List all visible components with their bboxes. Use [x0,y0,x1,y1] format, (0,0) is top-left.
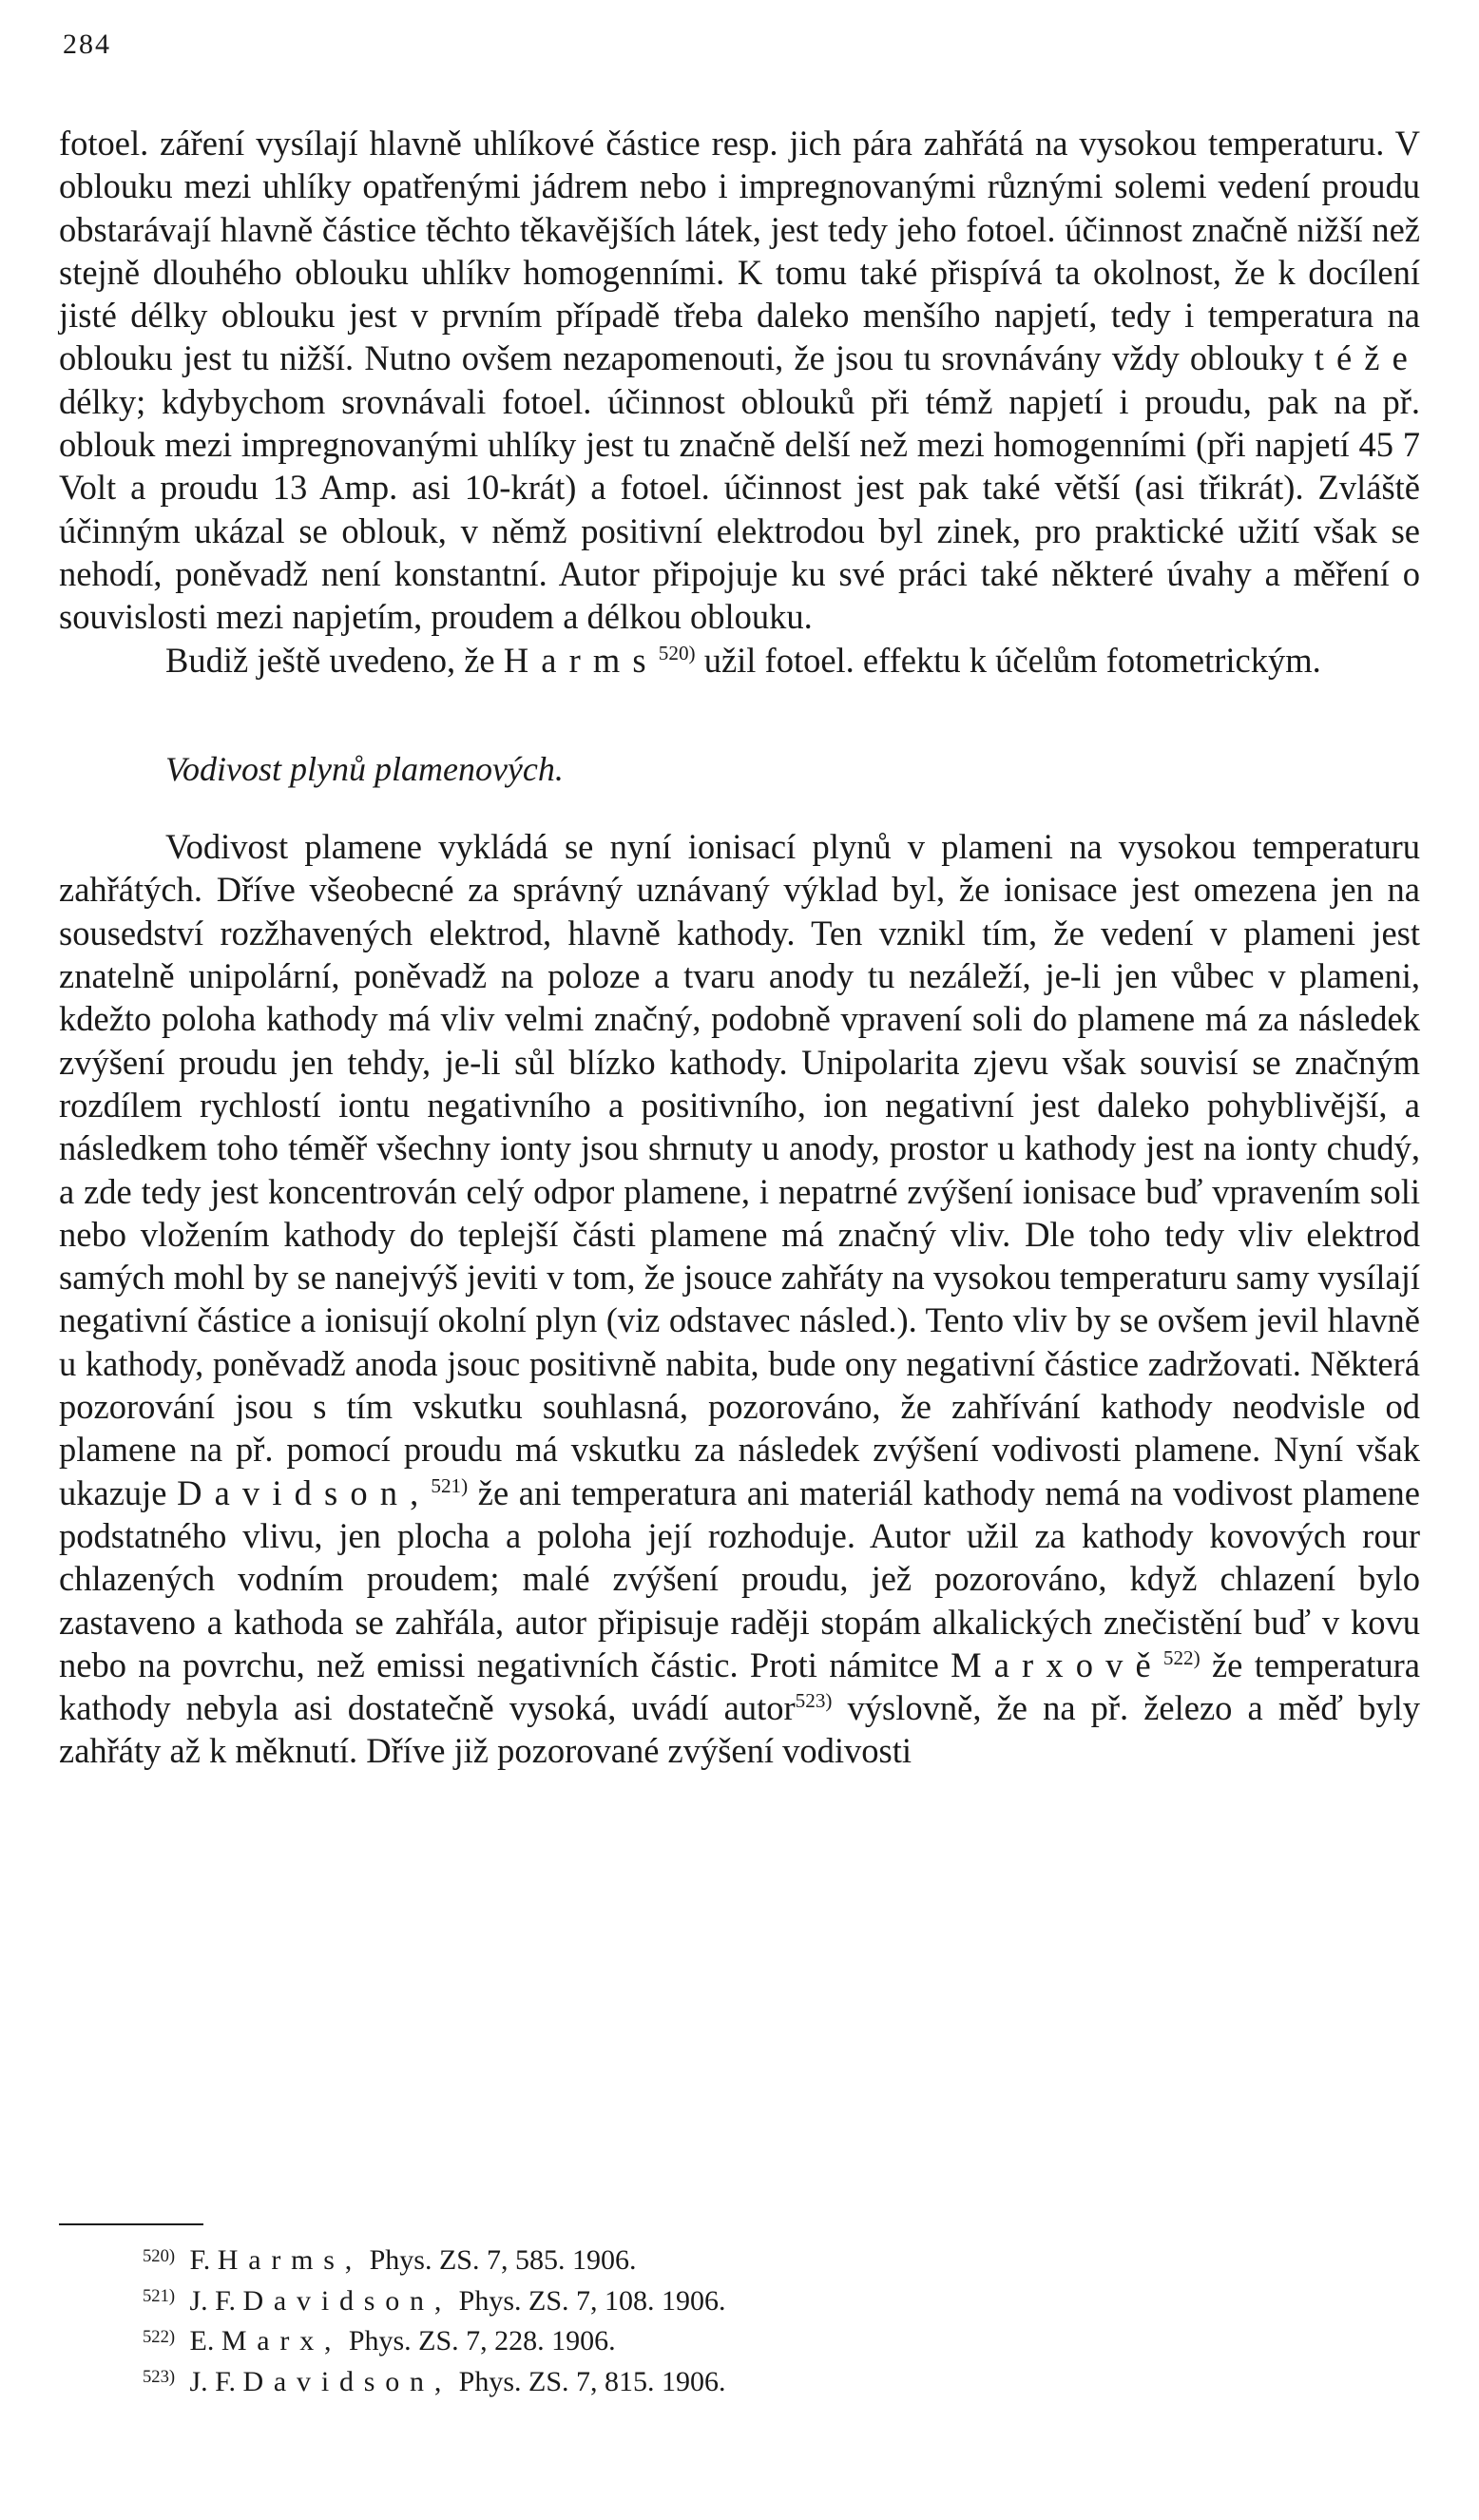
footnote-citation: Phys. ZS. 7, 585. 1906. [369,2244,637,2276]
text-run: užil fotoel. effektu k účelům fotometrickým. [695,640,1321,680]
footnote-reference: 521) [431,1473,469,1497]
footnote-item: 522) E. Marx, Phys. ZS. 7, 228. 1906. [143,2325,616,2356]
footnote-reference: 522) [1162,1645,1200,1669]
text-run: výslovně, že na př. železo a měď byly zahřáty až k měknutí. Dříve již pozorované zvýšení vodivosti [59,1688,1420,1771]
author-name: Davidson, [177,1472,432,1512]
footnote-reference: 523) [795,1688,833,1712]
footnote-initials: F. [189,2244,211,2276]
section-heading: Vodivost plynů plamenových. [165,749,564,788]
footnote-item: 523) J. F. Davidson, Phys. ZS. 7, 815. 1906. [143,2365,726,2397]
text-run: že temperatura kathody nebyla asi dostatečně vysoká, uvádí autor [59,1645,1421,1728]
footnote-initials: J. F. [189,2284,236,2317]
footnote-initials: E. [189,2325,215,2356]
emphasized-word: téže [1314,338,1420,378]
page-number: 284 [63,29,111,60]
footnote-citation: Phys. ZS. 7, 228. 1906. [348,2325,616,2356]
footnotes [143,2241,726,2402]
footnote-item: 520) F. Harms, Phys. ZS. 7, 585. 1906. [143,2244,637,2276]
footnote-reference: 520) [658,641,696,664]
footnote-citation: Phys. ZS. 7, 815. 1906. [458,2365,726,2397]
text-run: že ani temperatura ani materiál kathody nemá na vodivost plamene podstatného vlivu, jen plocha a poloha její rozhoduje. Autor užil za kathody kovových rour chlazených vodním proudem; malé zvýšení proudu, jež pozorováno, když chlazení bylo zastaveno a kathoda se zahřála, autor připisuje raději stopám alkalických znečistění buď v kovu nebo na povrchu, než emissi negativních částic. Proti námitce [59,1472,1420,1684]
paragraph-flame-conductivity [59,825,1420,1773]
paragraph-photoelectric-arc [59,122,1420,639]
footnote-author: Davidson, [242,2365,452,2397]
text-run: délky; kdybychom srovnávali fotoel. účinnost oblouků při témž napjetí i proudu, pak na př. oblouk mezi impregnovanými uhlíky jest tu značně delší než mezi homogenními (při napjetí 45 7 Volt a proudu 13 Amp. asi 10-krát) a fotoel. účinnost jest pak také větší (asi třikrát). Zvláště účinným ukázal se oblouk, v němž positivní elektrodou byl zinek, pro praktické užití však se nehodí, poněvadž není konstantní. Autor připojuje ku své práci také některé úvahy a měření o souvislosti mezi napjetím, proudem a délkou oblouku. [59,381,1420,637]
footnote-author: Harms, [217,2244,363,2276]
footnote-item: 521) J. F. Davidson, Phys. ZS. 7, 108. 1906. [143,2284,726,2317]
paragraph-harms-note [59,639,1420,682]
author-name: Harms [503,640,659,680]
text-run: Vodivost plamene vykládá se nyní ionisací plynů v plameni na vysokou temperaturu zahřátých. Dříve všeobecné za správný uznávaný výklad byl, že ionisace jest omezena jen na sousedství rozžhavených elektrod, hlavně kathody. Ten vznikl tím, že vedení v plameni jest znatelně unipolární, poněvadž na poloze a tvaru anody tu nezáleží, je-li jen vůbec v plameni, kdežto poloha kathody má vliv velmi značný, podobně vpravení soli do plamene má za následek zvýšení proudu jen tehdy, je-li sůl blízko kathody. Unipolarita zjevu však souvisí se značným rozdílem rychlostí iontu negativního a positivního, ion negativní jest daleko pohyblivější, a následkem toho téměř všechny ionty jsou shrnuty u anody, prostor u kathody jest na ionty chudý, a zde tedy jest koncentrován celý odpor plamene, i nepatrné zvýšení ionisace buď vpravením soli nebo vložením kathody do teplejší části plamene má značný vliv. Dle toho tedy vliv elektrod samých mohl by se nanejvýš jeviti v tom, že jsouce zahřáty na vysokou temperaturu samy vysílají negativní částice a ionisují okolní plyn (viz odstavec násled.). Tento vliv by se ovšem jevil hlavně u kathody, poněvadž anoda jsouc positivně nabita, bude ony negativní částice zadržovati. Některá pozorování jsou s tím vskutku souhlasná, pozorováno, že zahřívání kathody neodvisle od plamene na př. pomocí proudu má vskutku za následek zvýšení vodivosti plamene. Nyní však ukazuje [59,827,1420,1512]
text-run: fotoel. záření vysílají hlavně uhlíkové částice resp. jich pára zahřátá na vysokou temperaturu. V oblouku mezi uhlíky opatřenými jádrem nebo i impregnovanými různými solemi vedení proudu obstarávají hlavně částice těchto těkavějších látek, jest tedy jeho fotoel. účinnost značně nižší než stejně dlouhého oblouku uhlíkv homogenními. K tomu také přispívá ta okolnost, že k docílení jisté délky oblouku jest v prvním případě třeba daleko menšího napjetí, tedy i temperatura na oblouku jest tu nižší. Nutno ovšem nezapomenouti, že jsou tu srovnávány vždy oblouky [59,124,1420,378]
author-name: Marxově [951,1645,1163,1684]
footnote-author: Davidson, [242,2284,452,2317]
body-text [59,122,1420,1773]
footnote-divider [59,2223,203,2225]
footnote-initials: J. F. [189,2365,236,2397]
footnote-author: Marx, [221,2325,342,2356]
text-run: Budiž ještě uvedeno, že [165,640,504,680]
footnote-citation: Phys. ZS. 7, 108. 1906. [458,2284,726,2317]
